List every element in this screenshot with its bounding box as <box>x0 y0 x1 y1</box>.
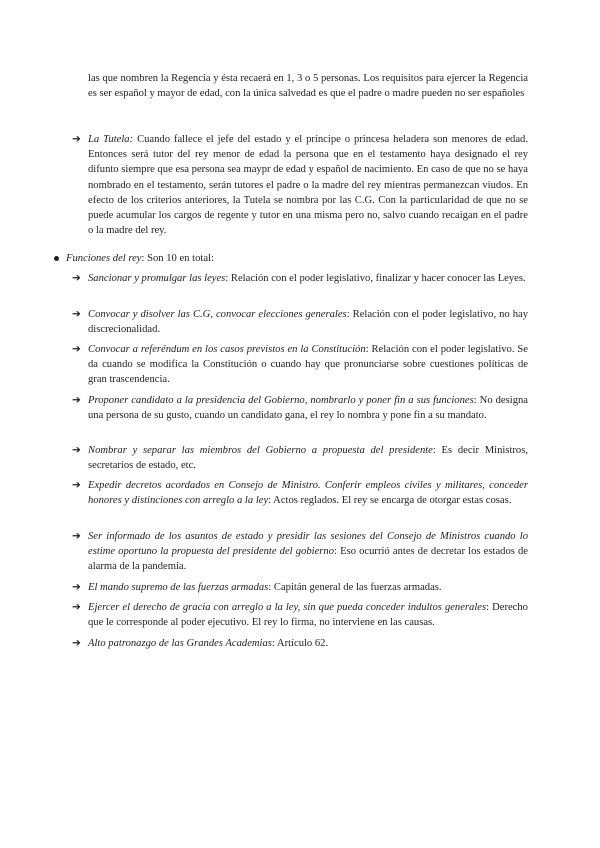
item-title: Nombrar y separar las miembros del Gobierno a propuesta del presidente <box>88 445 433 456</box>
item-title: Convocar a referéndum en los casos previstos en la Constitución <box>88 344 366 355</box>
arrow-icon: ➔ <box>72 445 81 456</box>
item-text: : Artículo 62. <box>271 638 329 649</box>
item-2 <box>72 342 528 388</box>
item-title: Ser informado de los asuntos de estado y presidir las sesiones del Consejo de Ministros cuando lo estime oportuno la propuesta del presidente del gobierno <box>88 531 528 558</box>
item-1 <box>72 307 528 337</box>
item-title: Convocar y disolver las C.G, convocar elecciones generales <box>88 309 347 320</box>
item-8 <box>72 600 528 630</box>
item-4 <box>72 443 528 473</box>
item-title: Proponer candidato a la presidencia del Gobierno, nombrarlo y poner fin a sus funciones <box>88 395 474 406</box>
item-title: Expedir decretos acordados en Consejo de Ministro. Conferir empleos civiles y militares, conceder honores y distinciones con arreglo a la ley <box>88 480 528 507</box>
item-6 <box>72 529 529 575</box>
arrow-icon: ➔ <box>72 273 81 284</box>
funciones-heading <box>66 251 528 266</box>
item-text: : Relación con el poder legislativo, finalizar y hacer conocer las Leyes. <box>225 273 526 284</box>
arrow-icon: ➔ <box>72 309 81 320</box>
tutela-text: Cuando fallece el jefe del estado y el príncipe o princesa heladera son menores de edad. Entonces será tutor del rey menor de edad la persona que en el testamento haya designado el rey difunto siempre que esa persona sea maypr de edad y español de nacimiento. En caso de que no se haya nombrado en el testamento, serán tutores el padre o la madre del rey mientras permanezcan viudos. En efecto de los criterios anteriores, la Tutela se nombra por las C.G. Con la particularidad de que no se puede acumular los cargos de regente y tutor en una misma pero no, salvo cuando recaigan en el padre o la madre del rey. <box>88 134 528 237</box>
item-7 <box>72 580 528 595</box>
intro-text: las que nombren la Regencia y ésta recaerá en 1, 3 o 5 personas. Los requisitos para ejercer la Regencia es ser español y mayor de edad, con la única salvedad es que el padre o madre pueden no ser españoles <box>88 73 528 100</box>
item-text: : Es decir Ministros, secretarios de estado, etc. <box>88 445 528 472</box>
tutela-paragraph <box>72 132 528 238</box>
item-text: : Actos reglados. El rey se encarga de otorgar estas cosas. <box>268 495 512 507</box>
item-title: Alto patronazgo de las Grandes Academias <box>88 638 272 649</box>
item-3 <box>72 393 528 423</box>
intro-paragraph <box>88 71 528 101</box>
arrow-icon: ➔ <box>72 344 81 355</box>
item-text: : Eso ocurrió antes de decretar los estados de alarma de la pandemia. <box>88 546 529 573</box>
arrow-icon: ➔ <box>72 531 81 542</box>
item-text: : Relación con el poder legislativo, no hay discrecionalidad. <box>88 309 528 336</box>
item-title: Ejercer el derecho de gracia con arreglo a la ley, sin que pueda conceder indultos generales <box>88 602 487 613</box>
arrow-icon: ➔ <box>72 134 81 145</box>
arrow-icon: ➔ <box>72 395 81 406</box>
arrow-icon: ➔ <box>72 480 81 491</box>
item-9 <box>72 636 528 651</box>
arrow-icon: ➔ <box>72 582 81 593</box>
arrow-icon: ➔ <box>72 602 81 613</box>
funciones-text: : Son 10 en total: <box>141 253 214 264</box>
tutela-title: La Tutela: <box>88 134 134 145</box>
item-title: El mando supremo de las fuerzas armadas <box>88 582 269 593</box>
item-0 <box>72 271 528 286</box>
item-text: : No designa una persona de su gusto, cuando un candidato gana, el rey lo nombra y pone fin a su mandato. <box>88 395 528 422</box>
item-5 <box>72 478 528 508</box>
item-text: : Relación con el poder legislativo. Se da cuando se modifica la Constitución o cuando hay que pronunciarse sobre cuestiones políticas de gran trascendencia. <box>88 344 528 386</box>
arrow-icon: ➔ <box>72 638 81 649</box>
item-text: : Capitán general de las fuerzas armadas. <box>268 582 442 593</box>
funciones-title: Funciones del rey <box>66 253 142 264</box>
item-text: : Derecho que le corresponde al poder ejecutivo. El rey lo firma, no interviene en las causas. <box>88 602 528 629</box>
bullet-icon <box>54 256 59 261</box>
item-title: Sancionar y promulgar las leyes <box>88 273 226 284</box>
